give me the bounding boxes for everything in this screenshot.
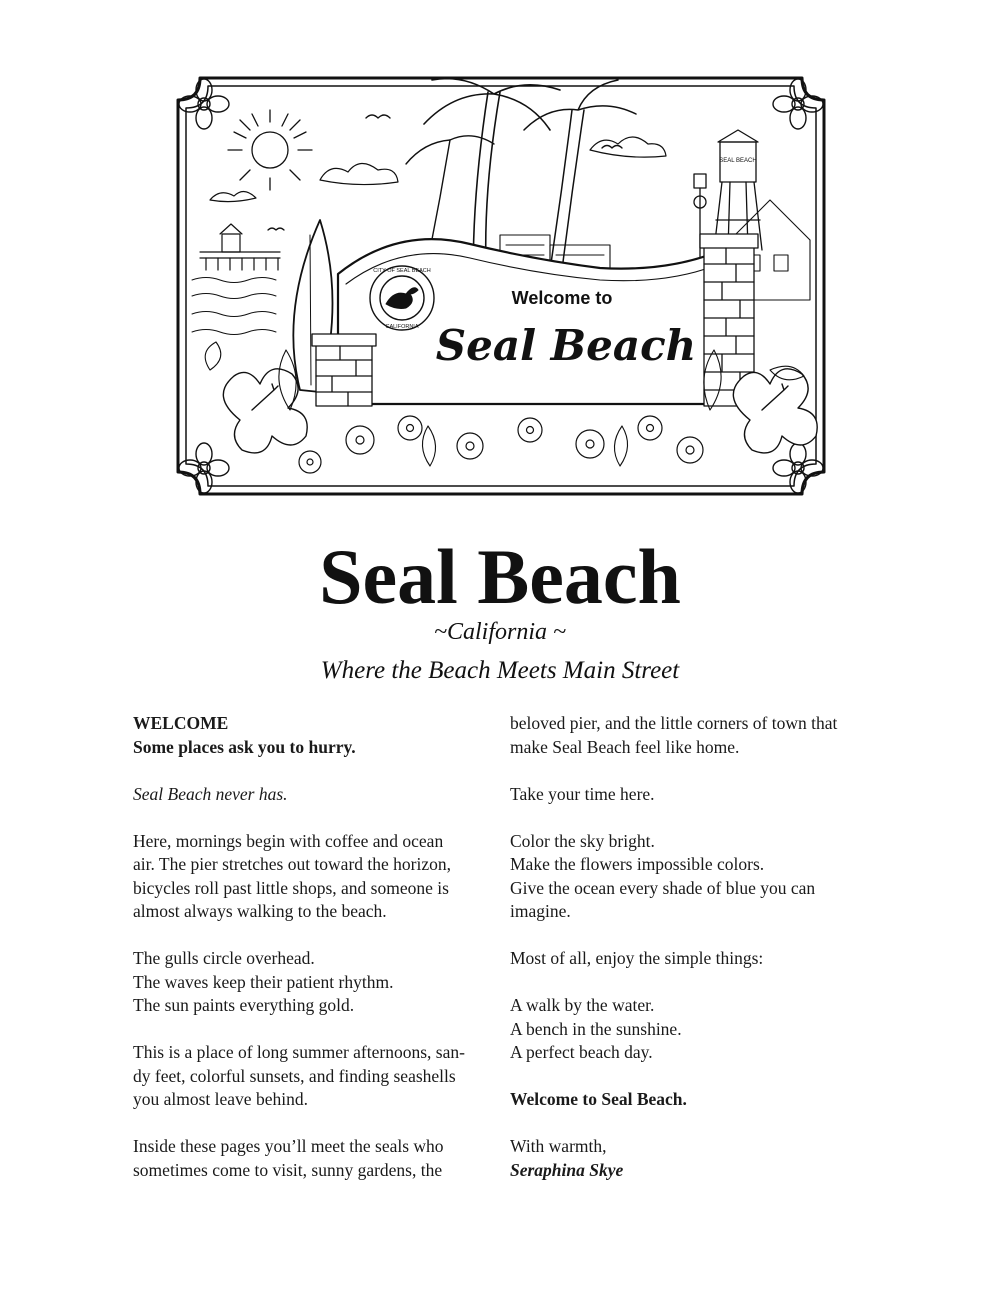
hibiscus-flower-right xyxy=(733,369,817,453)
tower-label: SEAL BEACH xyxy=(719,158,757,164)
paragraph xyxy=(510,994,880,1065)
ocean-waves xyxy=(192,278,276,335)
text-line: The sun paints everything gold. xyxy=(133,995,355,1015)
text-line: The waves keep their patient rhythm. xyxy=(133,971,394,992)
palm-tree xyxy=(524,80,636,270)
cloud xyxy=(210,191,256,201)
small-flowers xyxy=(299,416,703,473)
gull-icon xyxy=(366,115,390,118)
paragraph xyxy=(510,830,880,924)
seal-text-bottom: CALIFORNIA xyxy=(385,324,419,330)
text-line: bicycles roll past little shops, and someone is xyxy=(133,877,449,898)
lead-sentence: Some places ask you to hurry. xyxy=(133,736,356,757)
tagline: Where the Beach Meets Main Street xyxy=(320,657,680,684)
paragraph: Take your time here. xyxy=(510,783,655,804)
seal-text-top: CITY OF SEAL BEACH xyxy=(373,268,431,274)
text-line: sometimes come to visit, sunny gardens, the xyxy=(133,1159,443,1180)
gull-icon xyxy=(602,146,622,149)
title-block xyxy=(0,534,1000,686)
text-line: air. The pier stretches out toward the horizon, xyxy=(133,854,451,874)
text-line: beloved pier, and the little corners of town that xyxy=(510,713,838,733)
text-line: Make the flowers impossible colors. xyxy=(510,854,765,874)
cloud xyxy=(590,137,666,157)
seal-beach-welcome-illustration xyxy=(170,70,832,502)
closing-line: Welcome to Seal Beach. xyxy=(510,1089,687,1109)
italic-line: Seal Beach never has. xyxy=(133,783,288,804)
sign-welcome-text: Welcome to xyxy=(511,288,613,308)
text-line: The gulls circle overhead. xyxy=(133,948,315,968)
pier xyxy=(200,224,280,270)
author-name: Seraphina Skye xyxy=(510,1159,624,1180)
page-title: Seal Beach xyxy=(319,533,681,620)
paragraph xyxy=(133,1135,503,1182)
text-line: A walk by the water. xyxy=(510,995,655,1015)
text-line: you almost leave behind. xyxy=(133,1089,308,1109)
paragraph xyxy=(133,830,503,924)
text-line: Inside these pages you’ll meet the seals who xyxy=(133,1136,444,1156)
text-line: almost always walking to the beach. xyxy=(133,901,387,921)
sign-name-text: Seal Beach xyxy=(435,321,697,370)
paragraph xyxy=(133,1041,503,1112)
text-line: make Seal Beach feel like home. xyxy=(510,736,740,757)
paragraph xyxy=(133,947,503,1018)
text-line: imagine. xyxy=(510,901,571,921)
text-line: Give the ocean every shade of blue you can xyxy=(510,877,816,898)
hibiscus-flower-left xyxy=(223,369,307,453)
section-heading: WELCOME xyxy=(133,713,229,733)
paragraph: Most of all, enjoy the simple things: xyxy=(510,948,764,968)
right-column xyxy=(510,712,880,1182)
sun-icon xyxy=(228,110,312,190)
gull-icon xyxy=(268,228,284,230)
text-line: Color the sky bright. xyxy=(510,830,655,851)
text-line: A bench in the sunshine. xyxy=(510,1018,682,1039)
left-column xyxy=(133,712,503,1206)
paragraph xyxy=(510,712,880,759)
city-seal xyxy=(370,266,434,330)
text-line: dy feet, colorful sunsets, and finding seashells xyxy=(133,1065,456,1086)
text-line: Here, mornings begin with coffee and ocean xyxy=(133,830,444,851)
text-line: This is a place of long summer afternoons, san- xyxy=(133,1042,465,1062)
state-subtitle: ~California ~ xyxy=(434,619,566,645)
signoff: With warmth, xyxy=(510,1136,607,1156)
cloud xyxy=(320,163,398,184)
text-line: A perfect beach day. xyxy=(510,1042,653,1062)
brick-pillar-left xyxy=(312,334,376,406)
